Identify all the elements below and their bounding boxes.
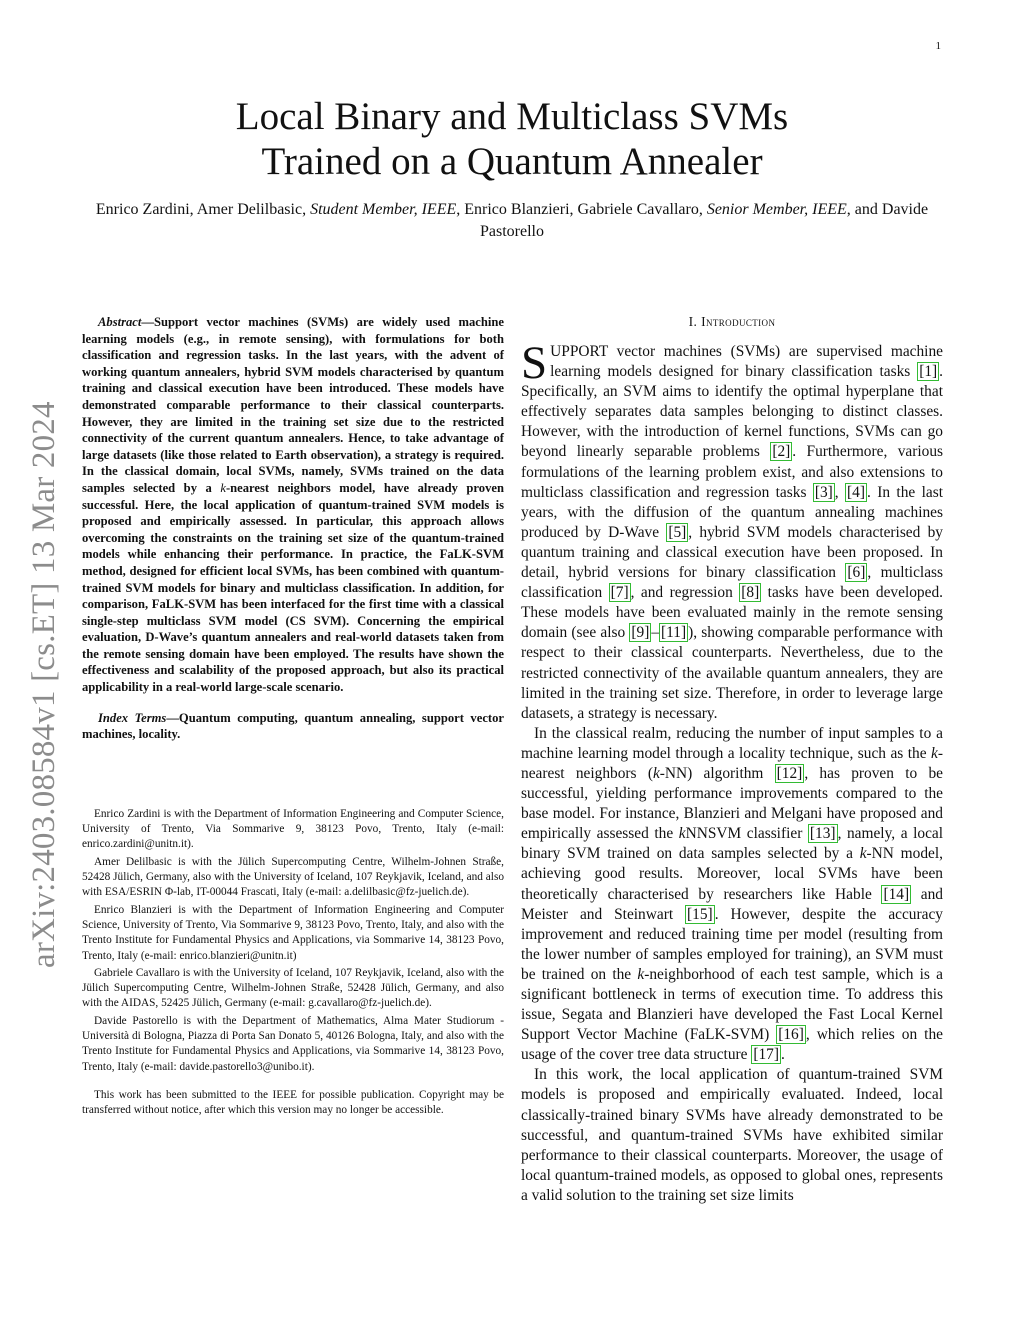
- citation-link[interactable]: [8]: [741, 584, 760, 602]
- math-k: k: [678, 825, 686, 843]
- p2-text-b: -nearest neighbors (: [521, 744, 943, 782]
- p1-text-g: , multiclass classification: [521, 564, 944, 602]
- p1-text-j: –: [651, 624, 660, 642]
- paper-title: [80, 94, 944, 184]
- arxiv-identifier[interactable]: arXiv:2403.08584v1 [cs.ET] 13 Mar 2024: [26, 401, 62, 968]
- p2-text-f: , namely, a local binary SVM trained on data samples selected by a: [521, 825, 944, 863]
- abstract-text-2: -nearest neighbors model, have already proven successful. Here, the local application of quantum-trained SVM models is proposed and empirically assessed. In particular, this approach allows overcoming the constraints on the training set size of the quantum-trained models while enhancing their performance. In practice, the FaLK-SVM method, designed for efficient local SVMs, has been combined with quantum-trained SVM models for binary and multiclass classification. In addition, for comparison, FaLK-SVM has been interfaced for the first time with a classical single-step multiclass SVM model (CS SVM). Concerning the empirical evaluation, D-Wave’s quantum annealers and real-world datasets taken from the remote sensing domain have been employed. The results have shown the effectiveness and scalability of the proposed approach, but also its practical applicability in a real-world large-scale scenario.: [82, 480, 504, 695]
- footnote-cavallaro: Gabriele Cavallaro is with the University of Iceland, 107 Reykjavik, Iceland, also with the Jülich Supercomputing Centre, Wilhelm-Johnen Straße, 52428 Jülich, Germany, and also with the AIDAS, 52425 Jülich, Germany (e-mail: g.cavallaro@fz-juelich.de).: [82, 966, 504, 1010]
- p1-text-i: tasks have been developed. These models have been evaluated mainly in the remote sensing domain (see also: [521, 584, 944, 642]
- left-column: [82, 314, 504, 1120]
- p2-text-d: , has proven to be successful, yielding performance improvements compared to the base model. For instance, Blanzieri and Melgani have proposed and empirically assessed the: [521, 764, 943, 843]
- footnote-pastorello: Davide Pastorello is with the Department of Mathematics, Alma Mater Studiorum - Università di Bologna, Piazza di Porta San Donato 5, 40126 Bologna, Italy, and also with the Trento Institute for Fundamental Physics and Applications, via Sommarive 14, 38123 Povo, Trento, Italy (e-mail: davide.pastorello3@unibo.it).: [82, 1014, 504, 1073]
- p2-text-l: , which relies on the usage of the cover tree data structure: [521, 1026, 943, 1064]
- citation-link[interactable]: [9]: [631, 624, 650, 642]
- citation-link[interactable]: [13]: [809, 825, 836, 843]
- authors-part-1: Enrico Zardini, Amer Delilbasic,: [95, 201, 311, 218]
- math-k: k: [220, 480, 226, 495]
- authors-part-3: , and Davide Pastorello: [480, 201, 929, 240]
- citation-link[interactable]: [2]: [772, 443, 791, 461]
- citation-link[interactable]: [15]: [687, 905, 713, 923]
- index-terms-text: —Quantum computing, quantum annealing, support vector machines, locality.: [82, 710, 504, 742]
- drop-cap: S: [521, 337, 548, 389]
- citation-link[interactable]: [3]: [814, 483, 833, 501]
- section-heading-introduction: I. Introduction: [688, 314, 776, 329]
- p2-text-c: -NN) algorithm: [659, 764, 775, 782]
- abstract: [82, 314, 504, 696]
- math-k: k: [652, 764, 660, 782]
- p2-text-h: and Meister and Steinwart: [521, 885, 944, 923]
- index-terms: [82, 710, 504, 743]
- citation-link[interactable]: [7]: [610, 584, 629, 602]
- p1-text-k: ), showing comparable performance with respect to their classical counterparts. Nevertheless, due to the restricted connectivity of the available quantum annealers, they are limited in the training set size. Therefore, in order to leverage large datasets, a strategy is necessary.: [521, 624, 943, 722]
- p1-text-h: , and regression: [630, 584, 740, 602]
- citation-link[interactable]: [4]: [847, 483, 865, 501]
- intro-paragraph-2: [521, 724, 943, 1066]
- citation-link[interactable]: [16]: [778, 1026, 804, 1044]
- membership-student: Student Member, IEEE: [310, 201, 457, 218]
- math-k: k: [931, 744, 938, 762]
- abstract-label: Abstract: [98, 315, 142, 329]
- title-line-1: Local Binary and Multiclass SVMs: [235, 95, 789, 138]
- footnote-delilbasic: Amer Delilbasic is with the Jülich Supercomputing Centre, Wilhelm-Johnen Straße, 52428 Jülich, Germany, also with the University of Iceland, 107 Reykjavik, Iceland, and also with ESA/ESRIN Φ-lab, IT-00044 Frascati, Italy (e-mail: a.delilbasic@fz-juelich.de).: [82, 855, 504, 899]
- p2-text-e: NNSVM classifier: [685, 825, 808, 843]
- citation-link[interactable]: [17]: [753, 1046, 779, 1064]
- index-terms-label: Index Terms: [98, 710, 167, 725]
- citation-link[interactable]: [6]: [847, 564, 866, 582]
- affiliation-footnotes: [82, 807, 504, 1119]
- citation-link[interactable]: [5]: [668, 523, 687, 541]
- p2-text-i: . However, despite the accuracy improvement and reduced training time per model (resulting from the lower number of samples employed for training), an SVM must be trained on the: [521, 905, 943, 983]
- membership-senior: Senior Member, IEEE: [706, 201, 847, 218]
- abstract-text-1: —Support vector machines (SVMs) are widely used machine learning models (e.g., in remote sensing), with formulations for both classification and regression tasks. In the last years, with the advent of working quantum annealers, hybrid SVM models characterised by quantum training and classical execution have been introduced. These models have demonstrated comparable performance to their classical counterparts. However, they are limited in the training set size due to the restricted connectivity of the current quantum annealers. Hence, to take advantage of large datasets (like those related to Earth observation), a strategy is required. In the classical domain, local SVMs, namely, SVMs trained on the data samples selected by a: [82, 315, 504, 495]
- right-column: [521, 314, 943, 1206]
- author-list: [84, 199, 940, 243]
- citation-link[interactable]: [11]: [661, 624, 687, 642]
- p2-text-j: -neighborhood of each test sample, which is a significant bottleneck in terms of execution time. To address this issue, Segata and Blanzieri have developed the Fast Local Kernel Support Vector Machine (FaLK-SVM): [521, 965, 943, 1044]
- math-k: k: [637, 965, 645, 983]
- citation-link[interactable]: [12]: [776, 764, 803, 782]
- ieee-submission-notice: This work has been submitted to the IEEE for possible publication. Copyright may be transferred without notice, after which this version may no longer be accessible.: [82, 1088, 504, 1117]
- page-number: 1: [935, 40, 941, 52]
- p1-text-b: . Specifically, an SVM aims to identify the optimal hyperplane that effectively separates data samples belonging to distinct classes. However, with the introduction of kernel functions, SVMs can go beyond linearly separable problems: [521, 363, 943, 461]
- p1-text-f: , hybrid SVM models characterised by quantum training and classical execution have been proposed. In detail, hybrid versions for binary classification: [521, 523, 943, 582]
- p2-text-g: -NN model, achieving good results. Moreover, local SVMs have been theoretically characterised by researchers like Hable: [521, 845, 943, 903]
- citation-link[interactable]: [1]: [919, 363, 938, 381]
- authors-part-2: , Enrico Blanzieri, Gabriele Cavallaro,: [456, 201, 707, 218]
- intro-paragraph-1: [521, 337, 944, 724]
- title-line-2: Trained on a Quantum Annealer: [261, 140, 763, 183]
- footnote-zardini: Enrico Zardini is with the Department of Information Engineering and Computer Science, University of Trento, Via Sommarive 9, 38123 Povo, Trento, Italy (e-mail: enrico.zardini@unitn.it).: [82, 807, 504, 851]
- p2-text-a: In the classical realm, reducing the number of input samples to a machine learning model through a locality technique, such as the: [521, 724, 943, 762]
- p1-text-e: . In the last years, with the diffusion of the quantum annealing machines produced by D-Wave: [521, 483, 944, 541]
- math-k: k: [859, 845, 867, 863]
- citation-link[interactable]: [14]: [883, 885, 910, 903]
- footnote-blanzieri: Enrico Blanzieri is with the Department of Information Engineering and Computer Science, University of Trento, Via Sommarive 9, 38123 Povo, Trento, Italy, and also with the Trento Institute for Fundamental Physics and Applications, via Sommarive 14, 38123 Povo, Trento, Italy (e-mail: enrico.blanzieri@unitn.it): [82, 903, 504, 962]
- p1-text-d: ,: [834, 483, 846, 501]
- intro-paragraph-3: In this work, the local application of quantum-trained SVM models is proposed and empirically evaluated. Indeed, local classically-trained binary SVMs have already demonstrated to be successful, and quantum-trained SVMs have exhibited similar performance to their classical counterparts. Moreover, the usage of local quantum-trained models, as opposed to global ones, represents a valid solution to the training set size limits: [521, 1066, 943, 1204]
- p1-text-a: UPPORT vector machines (SVMs) are supervised machine learning models designed for binary classification tasks: [550, 343, 943, 381]
- p2-text-m: .: [780, 1046, 785, 1064]
- p1-text-c: . Furthermore, various formulations of the learning problem exist, and also extensions to multiclass classification and regression tasks: [521, 443, 943, 501]
